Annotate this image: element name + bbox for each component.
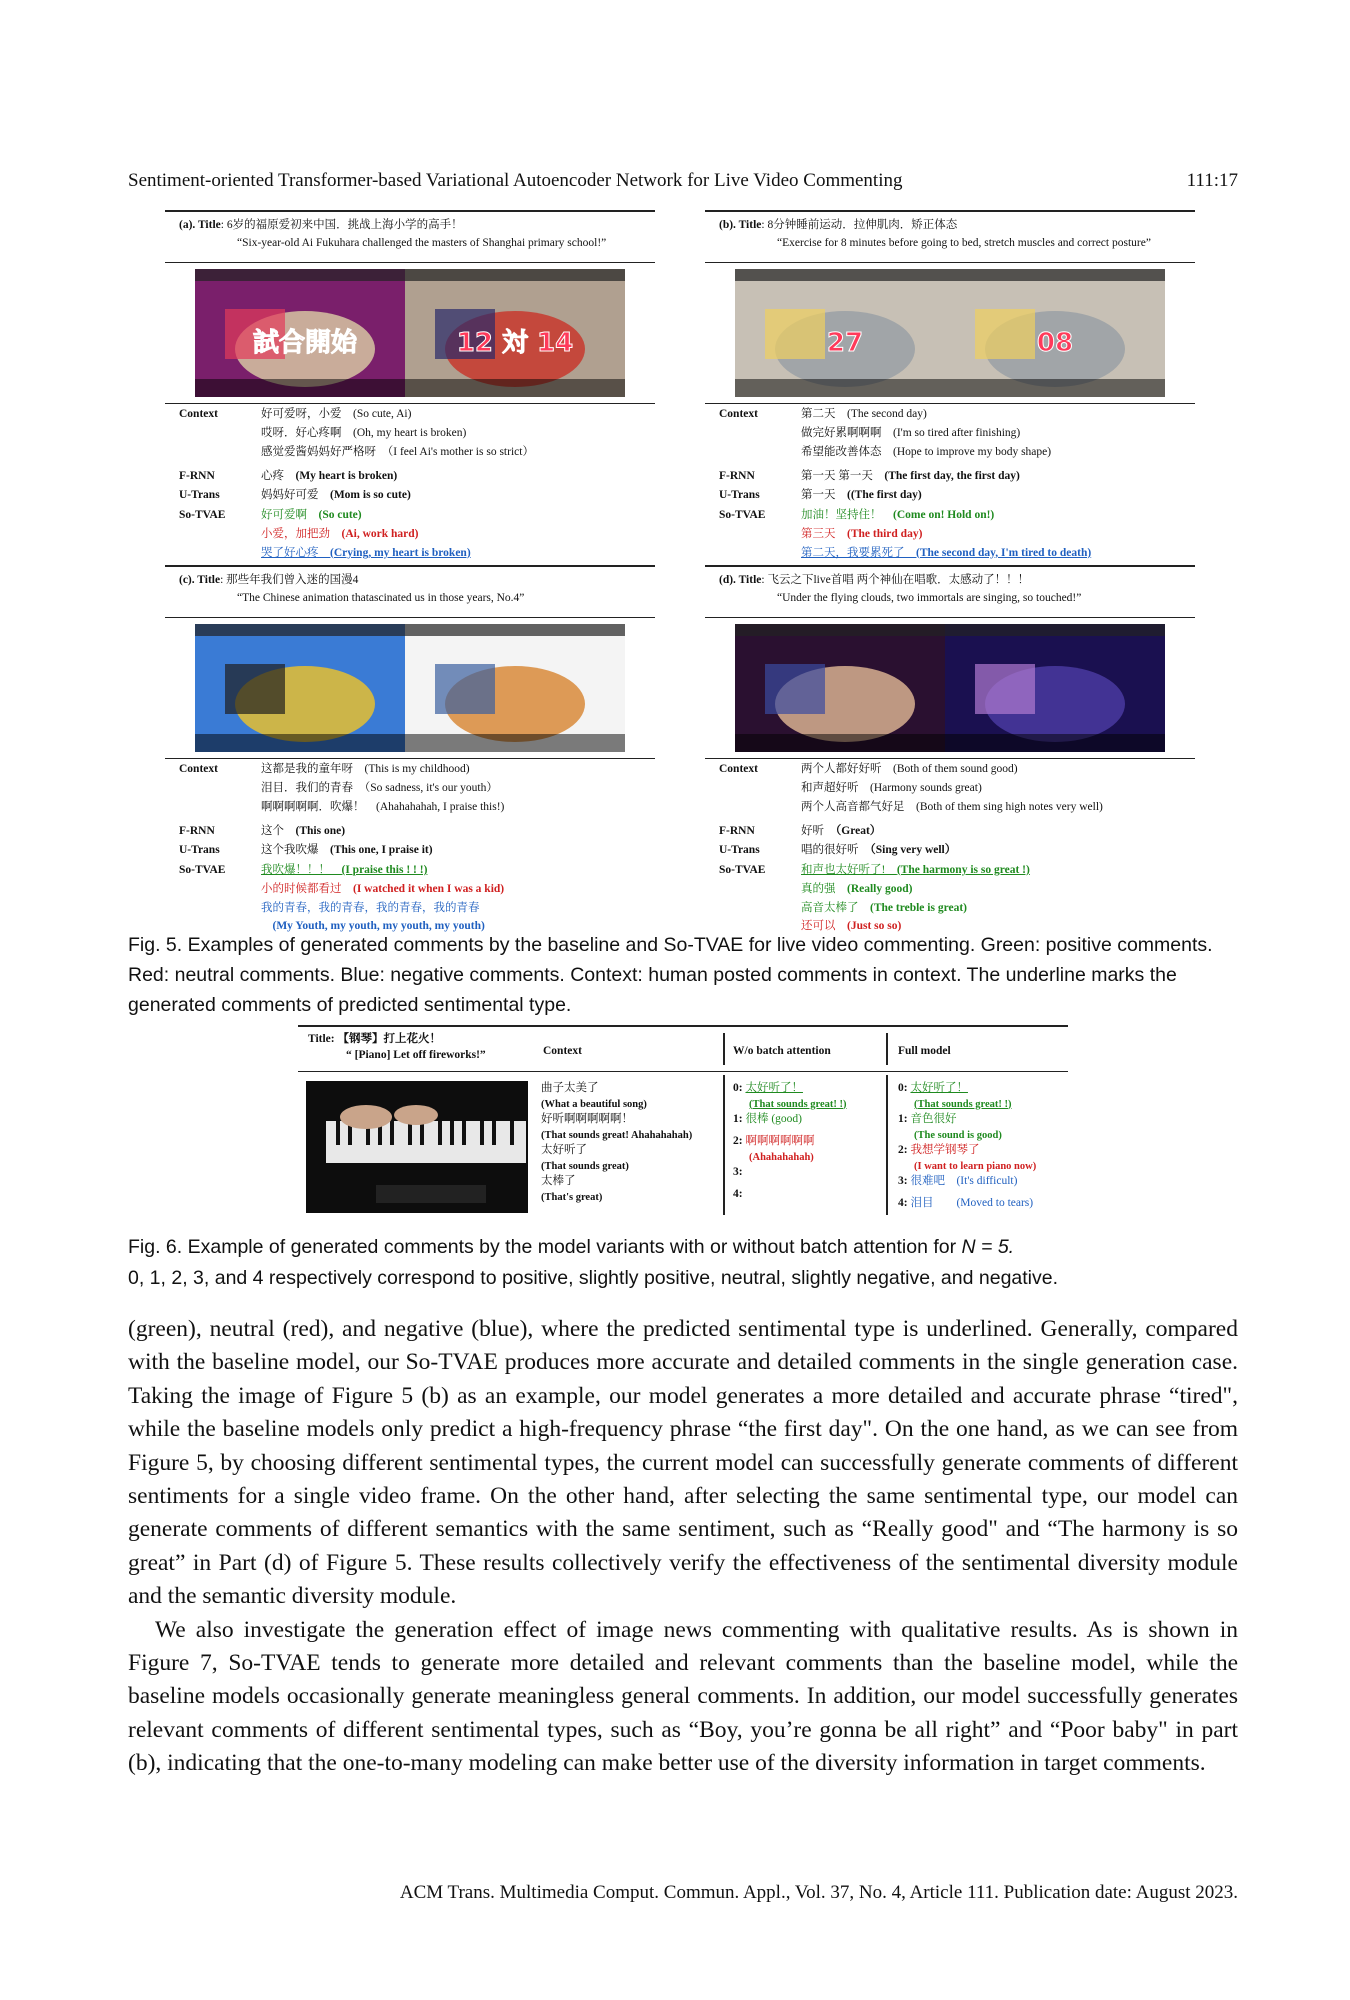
panel-title: (d). Title: 飞云之下live首唱 两个神仙在唱歌．太感动了！！！ “Under the flying clouds, two immortals are singing, so touched!” [705,565,1195,618]
utrans-row: U-Trans 第一天 ((The first day) [719,489,922,502]
panel-title: (b). Title: 8分钟睡前运动．拉伸肌肉．矫正体态 “Exercise for 8 minutes before going to bed, stretch muscles and correct posture” [705,210,1195,263]
figure-5-panel-c [165,565,655,936]
context-row: 啊啊啊啊啊．吹爆！ (Ahahahahah, I praise this!) [261,800,505,813]
variant-item: 0: 太好听了！ (That sounds great! !) [733,1082,847,1110]
utrans-row: U-Trans 这个我吹爆 (This one, I praise it) [179,844,433,857]
comments-table [165,758,655,936]
context-row: 泪目．我们的青春 （So sadness, it's our youth） [261,781,498,794]
video-frame [405,269,625,397]
context-row: Context 第二天 (The second day) [719,408,927,420]
sotvae-row: 我的青春，我的青春，我的青春，我的青春 [261,901,480,914]
variant-item: 0: 太好听了！ (That sounds great! !) [898,1082,1012,1110]
variant-item: 1: 音色很好 (The sound is good) [898,1113,1002,1141]
variant-item: 2: 我想学钢琴了 (I want to learn piano now) [898,1144,1037,1172]
sotvae-row: 第二天，我要累死了 (The second day, I'm tired to death) [801,546,1092,559]
video-frame [195,269,415,397]
figure-5-panel-d [705,565,1195,936]
svg-text:27: 27 [826,328,864,358]
variant-item: 3: [733,1166,743,1178]
video-frames [705,618,1195,758]
variant-item: 4: 泪目 (Moved to tears) [898,1197,1034,1209]
context-row: Context 好可爱呀，小爱 (So cute, Ai) [179,408,412,420]
context-row: Context 这都是我的童年呀 (This is my childhood) [179,763,470,775]
figure-6-caption-n: N = 5. [961,1236,1015,1258]
context-row: 和声超好听 (Harmony sounds great) [801,781,982,794]
figure-6-caption-text: Fig. 6. Example of generated comments by the model variants with or without batch attention for [128,1236,962,1258]
paragraph-2: We also investigate the generation effect of image news commenting with qualitative results. As is shown in Figure 7, So-TVAE tends to generate more detailed and relevant comments than the baseline model, while the baseline models occasionally generate meaningless general comments. In addition, our model successfully generates relevant comments of different sentimental types, such as “Boy, you’re gonna be all right” and “Poor baby" in part (b), indicating that the one-to-many modeling can make better use of the diversity information in target comments. [128,1616,1238,1777]
page-footer: ACM Trans. Multimedia Comput. Commun. Appl., Vol. 37, No. 4, Article 111. Publication date: August 2023. [399,1882,1238,1903]
running-header [128,170,1238,192]
context-row: Context 两个人都好好听 (Both of them sound good) [719,763,1018,775]
header-title: Sentiment-oriented Transformer-based Variational Autoencoder Network for Live Video Commenting [128,170,903,191]
figure-6-full-column [898,1081,1068,1218]
page-number: 111:17 [1186,170,1238,191]
svg-text:12 対 14: 12 対 14 [456,328,574,358]
sotvae-row: 哭了好心疼 (Crying, my heart is broken) [261,546,471,559]
sotvae-row: So-TVAE 我吹爆！！！ (I praise this ! ! !) [179,863,428,876]
frnn-row: F-RNN 好听 （Great） [719,825,882,838]
sotvae-row: So-TVAE 加油！坚持住！ (Come on! Hold on!) [719,508,995,521]
video-frame [945,624,1165,752]
utrans-row: U-Trans 唱的很好听 （Sing very well） [719,844,957,857]
frnn-row: F-RNN 心疼 (My heart is broken) [179,470,398,483]
sotvae-row: 高音太棒了 (The treble is great) [801,901,967,914]
frnn-row: F-RNN 第一天 第一天 (The first day, the first day) [719,470,1020,483]
context-row: 希望能改善体态 (Hope to improve my body shape) [801,445,1052,458]
comments-table [705,403,1195,562]
frnn-row: F-RNN 这个 (This one) [179,825,346,838]
figure-5-caption: Fig. 5. Examples of generated comments by the baseline and So-TVAE for live video commenting. Green: positive comments. Red: neutral comments. Blue: negative comments. Context: human posted comments in context. The underline marks the generated comments of predicted sentimental type. [128,934,1213,1016]
sotvae-row: So-TVAE 好可爱啊 (So cute) [179,508,362,521]
figure-5-panel-a [165,210,655,562]
sotvae-row: 还可以 (Just so so) [801,920,902,933]
col-wo-header: W/o batch attention [733,1045,831,1057]
video-frames [705,263,1195,403]
context-row: 两个人高音都气好足 (Both of them sing high notes very well) [801,800,1103,813]
figure-6-title-en: “ [Piano] Let off fireworks!” [346,1049,486,1061]
sotvae-row: So-TVAE 和声也太好听了! (The harmony is so great !) [719,863,1030,876]
video-frame [405,624,625,752]
context-item: 太好听了 (That sounds great) [541,1144,629,1172]
col-context-header: Context [543,1045,582,1057]
video-frame [735,269,955,397]
video-frame [195,624,415,752]
piano-image [306,1081,528,1213]
context-row: 感觉爱酱妈妈好严格呀 （I feel Ai's mother is so strict） [261,445,534,458]
sotvae-row: 小的时候都看过 (I watched it when I was a kid) [261,882,505,895]
variant-item: 4: [733,1188,743,1200]
video-frames [165,263,655,403]
svg-text:08: 08 [1036,328,1074,358]
comments-table [705,758,1195,936]
body-text [128,1313,1238,1781]
figure-6-title-cn: Title: 【钢琴】打上花火！ [308,1033,441,1045]
sotvae-row: (My Youth, my youth, my youth, my youth) [272,920,485,933]
paragraph-1: (green), neutral (red), and negative (blue), where the predicted sentimental type is underlined. Generally, compared with the baseline model, our So-TVAE produces more accurate and detailed comments in the single generation case. Taking the image of Figure 5 (b) as an example, our model generates a more detailed and accurate phrase “tired", while the baseline models only predict a high-frequency phrase “the first day". On the one hand, as we can see from Figure 5, by choosing different sentimental types, the current model can successfully generate comments of different sentiments for a single video frame. On the other hand, after selecting the same sentimental type, our model can generate comments of different semantics with the same sentiment, such as “Really good" and “The harmony is so great” in Part (d) of Figure 5. These results collectively verify the effectiveness of the sentimental diversity module and the semantic diversity module. [128,1316,1238,1610]
variant-item: 1: 很棒 (good) [733,1113,803,1125]
svg-text:試合開始: 試合開始 [252,328,358,358]
context-item: 曲子太美了 (What a beautiful song) [541,1082,647,1110]
context-row: 哎呀．好心疼啊 (Oh, my heart is broken) [261,426,467,439]
variant-item: 2: 啊啊啊啊啊啊 (Ahahahahah) [733,1135,815,1163]
context-item: 太棒了 (That's great) [541,1175,603,1203]
comments-table [165,403,655,562]
variant-item: 3: 很难吧 (It's difficult) [898,1175,1018,1187]
panel-title: (c). Title: 那些年我们曾入迷的国漫4 “The Chinese animation thatascinated us in those years, No.4” [165,565,655,618]
figure-6-context [541,1081,721,1205]
video-frame [945,269,1165,397]
panel-title: (a). Title: 6岁的福原爱初来中国．挑战上海小学的高手！ “Six-year-old Ai Fukuhara challenged the masters of Shanghai primary school!” [165,210,655,263]
figure-6-caption-legend: 0, 1, 2, 3, and 4 respectively correspond to positive, slightly positive, neutral, slightly negative, and negative. [128,1267,1059,1289]
sotvae-row: 真的强 (Really good) [801,882,913,895]
video-frames [165,618,655,758]
context-item: 好听啊啊啊啊啊！ (That sounds great! Ahahahahah) [541,1113,693,1141]
figure-6-header [298,1025,1068,1072]
figure-6-wo-column [733,1081,883,1209]
sotvae-row: 小爱，加把劲 (Ai, work hard) [261,527,419,540]
col-full-header: Full model [898,1045,951,1057]
context-row: 做完好累啊啊啊 (I'm so tired after finishing) [801,426,1021,439]
utrans-row: U-Trans 妈妈好可爱 (Mom is so cute) [179,489,411,502]
figure-6-caption [128,1232,1238,1294]
figure-6 [298,1025,1068,1209]
figure-5-panel-b [705,210,1195,562]
sotvae-row: 第三天 (The third day) [801,527,923,540]
video-frame [735,624,955,752]
